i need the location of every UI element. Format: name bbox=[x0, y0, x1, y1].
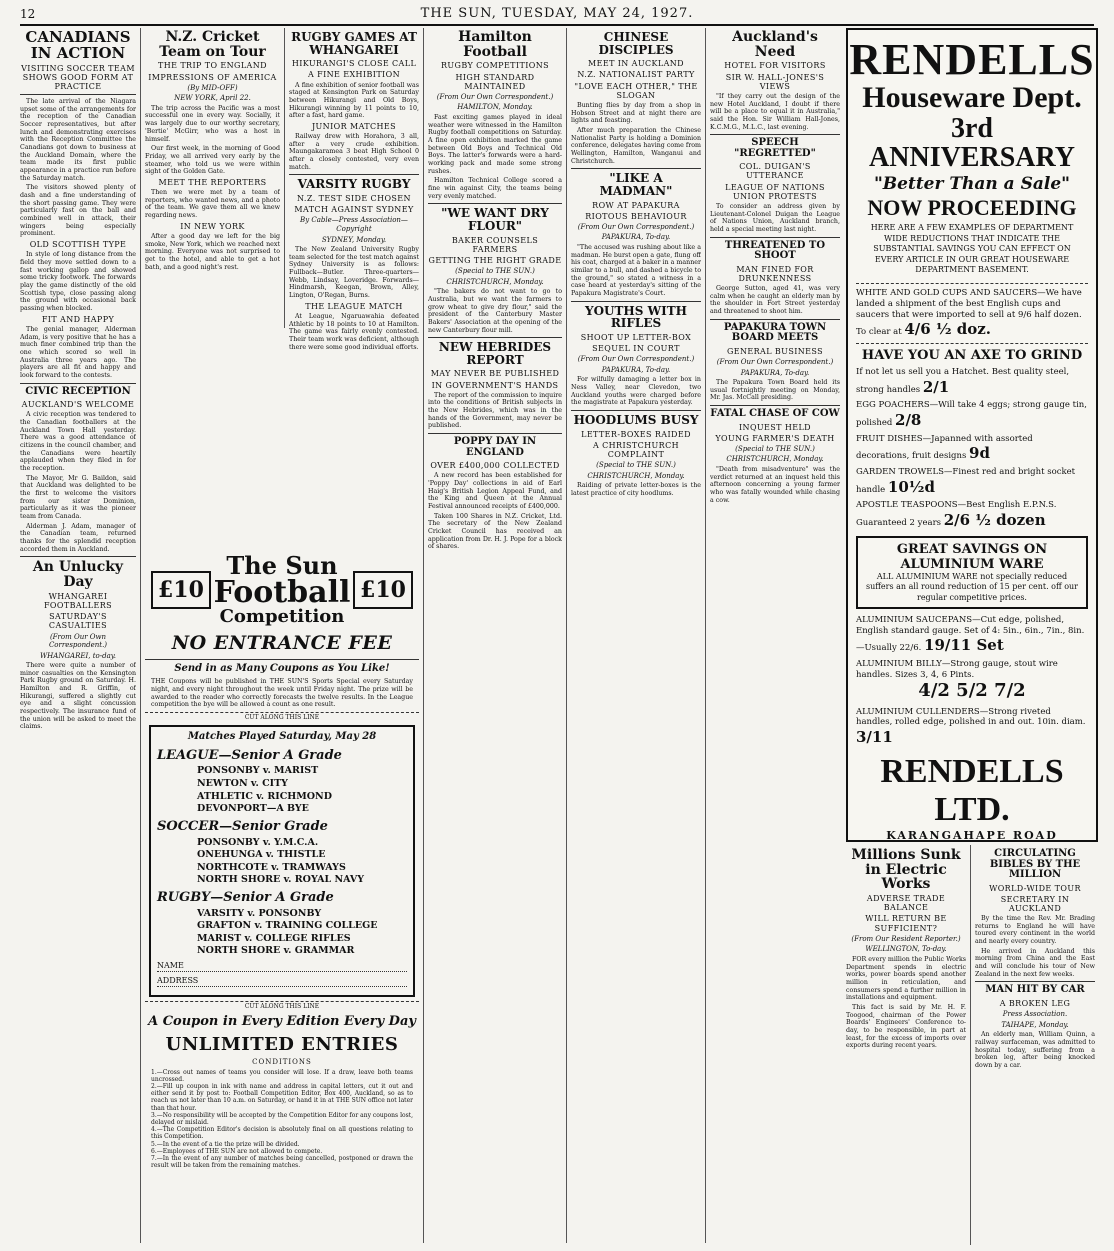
dateline: WELLINGTON, To-day. bbox=[865, 945, 947, 954]
column-rugby-whangarei bbox=[289, 28, 419, 548]
headline-hoodlums-busy: HOODLUMS BUSY bbox=[573, 412, 699, 427]
match-entry[interactable]: VARSITY v. PONSONBY bbox=[197, 907, 322, 919]
subhead: GETTING THE RIGHT GRADE bbox=[428, 255, 562, 265]
football-heading: Football bbox=[213, 575, 351, 610]
divider bbox=[571, 168, 701, 169]
headline-youths-with-rifles: YOUTHS WITH RIFLES bbox=[585, 303, 687, 331]
subhead: BAKER COUNSELS FARMERS bbox=[451, 235, 539, 254]
match-entry[interactable]: NEWTON v. CITY bbox=[197, 777, 288, 789]
ad-item-poachers bbox=[848, 400, 1096, 429]
divider bbox=[428, 337, 562, 338]
savings-line: ALL ALUMINIUM WARE not specially reduced suffers an all round reduction of 15 per cent. off our regular competitive prices. bbox=[865, 571, 1079, 602]
prize-amount-left: £10 bbox=[151, 571, 211, 610]
article-paragraph: At League, Ngaruawahia defeated Athletic by 18 points to 10 at Hamilton. The game was fairly evenly contested. Their team work was deficient, although there were some good individual efforts. bbox=[289, 312, 419, 351]
article-paragraph: Fast exciting games played in ideal weather were witnessed in the Hamilton Rugby football competitions on Saturday. A fine open exhibition marked the game between Old Boys and Technical Old Boys. The latter's forwards were a hard-working pack and made some strong rushes. bbox=[428, 114, 562, 175]
article-paragraph: Our first week, in the morning of Good Friday, we all arrived very early by the steamer, who told us we were within sight of the Golden Gate. bbox=[145, 145, 280, 176]
divider bbox=[145, 659, 419, 660]
article-paragraph: "If they carry out the design of the new Hotel Auckland, I doubt if there will be a place to equal it in Australia," said the Hon. Sir William Hall-Jones, K.C.M.G., M.L.C., last evening. bbox=[710, 92, 840, 131]
subhead: LEAGUE OF NATIONS UNION PROTESTS bbox=[725, 182, 825, 201]
item-text: EGG POACHERS—Will take 4 eggs; strong gauge tin, polished bbox=[856, 400, 1087, 428]
subhead: SIR W. HALL-JONES'S VIEWS bbox=[725, 72, 825, 91]
column-electric-works bbox=[846, 846, 966, 1243]
divider bbox=[20, 556, 136, 557]
headline-circulating-bibles: CIRCULATING BIBLES BY THE MILLION bbox=[989, 848, 1081, 880]
article-paragraph: George Sutton, aged 41, was very calm when he caught an elderly man by the shoulder in Fort Street yesterday and threatened to shoot him. bbox=[710, 285, 840, 316]
dateline: CHRISTCHURCH, Monday. bbox=[726, 455, 824, 464]
condition-item: 4.—The Competition Editor's decision is absolutely final on all questions relating to this Competition. bbox=[151, 1126, 413, 1141]
headline-varsity-rugby: VARSITY RUGBY bbox=[297, 177, 411, 192]
headline-rugby-whangarei: RUGBY GAMES AT WHANGAREI bbox=[291, 30, 417, 57]
subhead: VISITING SOCCER TEAM SHOWS GOOD FORM AT PRACTICE bbox=[21, 63, 135, 91]
credit-line: (From Our Own Correspondent.) bbox=[716, 357, 834, 366]
name-field[interactable]: NAME bbox=[157, 961, 407, 972]
ad-item-saucepans bbox=[848, 615, 1096, 655]
ad-savings-box bbox=[856, 536, 1088, 609]
article-paragraph: Bunting flies by day from a shop in Hobson Street and at night there are lights and feasting. bbox=[571, 101, 701, 125]
match-entry[interactable]: NORTH SHORE v. ROYAL NAVY bbox=[197, 874, 364, 886]
subhead: MATCH AGAINST SYDNEY bbox=[294, 205, 414, 215]
article-paragraph: The Papakura Town Board held its usual fortnightly meeting on Monday, Mr. Jas. McCall presiding. bbox=[710, 379, 840, 402]
column-rule bbox=[284, 28, 285, 328]
article-paragraph: The New Zealand University Rugby team selected for the test match against Sydney University is as follows: Fullback—Butler. Three-quarters—Webb, Lindsay, Loveridge. Forwards—Hindmarsh, Keegan, Brown, Alley, Lington, O'Regan, Burns. bbox=[289, 246, 419, 300]
subhead: N.Z. TEST SIDE CHOSEN bbox=[297, 194, 411, 204]
article-paragraph: Then we were met by a team of reporters, who wanted news, and a photo of the team. We gave them all we knew regarding news. bbox=[145, 189, 280, 220]
match-entry[interactable]: PONSONBY v. Y.M.C.A. bbox=[197, 836, 319, 848]
subhead: THE TRIP TO ENGLAND bbox=[158, 61, 267, 71]
article-paragraph: The report of the commission to inquire into the conditions of British subjects in the New Hebrides, which was in the hands of the Government, may never be published. bbox=[428, 391, 562, 430]
credit-line: By Cable—Press Association—Copyright bbox=[300, 216, 408, 233]
savings-title: GREAT SAVINGS ON ALUMINIUM WARE bbox=[896, 541, 1048, 572]
article-paragraph: By the time the Rev. Mr. Brading returns to England he will have toured every continent in the world and nearly every country. bbox=[975, 915, 1095, 946]
article-paragraph: Hamilton Technical College scored a fine win against City, the teams being very evenly matched. bbox=[428, 177, 562, 200]
subhead: SEQUEL IN COURT bbox=[592, 344, 680, 354]
article-paragraph: Taken 100 Shares in N.Z. Cricket, Ltd. The secretary of the New Zealand Cricket Council has received an application from Dr. H. J. Pope for a block of shares. bbox=[428, 512, 562, 551]
headline-threatened-to-shoot: THREATENED TO SHOOT bbox=[724, 239, 826, 262]
headline-new-hebrides: NEW HEBRIDES REPORT bbox=[438, 340, 552, 367]
rugby-label: RUGBY—Senior A Grade bbox=[157, 889, 334, 905]
subhead: AUCKLAND'S WELCOME bbox=[21, 400, 135, 410]
article-paragraph: The visitors showed plenty of dash and a fine understanding of the short passing game. They were particularly fast on the ball and combined well in attack, their wingers being especially prominent. bbox=[20, 184, 136, 238]
league-label: LEAGUE—Senior A Grade bbox=[157, 747, 342, 763]
subhead: "LOVE EACH OTHER," THE SLOGAN bbox=[574, 81, 698, 100]
conditions-list bbox=[145, 1069, 419, 1170]
article-paragraph: A new record has been established for 'Poppy Day' collections in aid of Earl Haig's British Legion Appeal Fund, and the King and Queen at the Annual Festival announced receipts of £400,000. bbox=[428, 472, 562, 511]
prize-amount-right: £10 bbox=[353, 571, 413, 610]
column-cricket bbox=[145, 28, 280, 548]
match-entry[interactable]: ATHLETIC v. RICHMOND bbox=[197, 790, 332, 802]
subhead: INQUEST HELD bbox=[738, 422, 811, 432]
subhead: MAY NEVER BE PUBLISHED bbox=[430, 369, 560, 379]
condition-item: 2.—Fill up coupon in ink with name and address in capital letters, cut it out and either send it by post to: Football Competition Editor, Box 400, Auckland, so as to reach us not later than 10 a.m. on Saturday, or hand it in at THE SUN office not later than that hour. bbox=[151, 1083, 413, 1112]
headline-like-a-madman: "LIKE A MADMAN" bbox=[599, 171, 673, 198]
article-paragraph: "The bakers do not want to go to Australia, but we want the farmers to grow wheat to give dry flour," said the president of the Canterbury Master Bakers' Association at the opening of the new Canterbury flour mill. bbox=[428, 288, 562, 334]
article-paragraph: FOR every million the Public Works Department spends in electric works, power boards spend another million in reticulation, and consumers spend a further million in installations and equipment. bbox=[846, 955, 966, 1002]
send-in-banner: Send in as Many Coupons as You Like! bbox=[174, 663, 390, 675]
subhead: IMPRESSIONS OF AMERICA bbox=[148, 72, 277, 82]
subhead: COL. DUIGAN'S UTTERANCE bbox=[739, 162, 811, 181]
ad-item-cups bbox=[848, 288, 1096, 339]
match-entry[interactable]: GRAFTON v. TRAINING COLLEGE bbox=[197, 920, 378, 932]
page-number: 12 bbox=[20, 7, 36, 21]
match-entry[interactable]: PONSONBY v. MARIST bbox=[197, 765, 319, 777]
column-hamilton bbox=[428, 28, 562, 1243]
credit-line: (Special to THE SUN.) bbox=[596, 461, 676, 470]
ad-item-trowels bbox=[848, 467, 1096, 496]
article-paragraph: "The accused was rushing about like a madman. He burst open a gate, flung off his coat, charged at a baker in a manner similar to a bull, and dashed a bicycle to the ground," so stated a witness in a case heard at yesterday's sitting of the Papakura Magistrate's Court. bbox=[571, 243, 701, 297]
condition-item: 1.—Cross out names of teams you consider will lose. If a draw, leave both teams uncrossed. bbox=[151, 1068, 413, 1083]
article-paragraph: The Mayor, Mr G. Baildon, said that Auckland was delighted to be the first to welcome the visitors from our sister Dominion, particularly as it was the pioneer team from Canada. bbox=[20, 474, 136, 521]
column-rule bbox=[423, 28, 424, 1243]
divider bbox=[289, 174, 419, 175]
subhead: THE LEAGUE MATCH bbox=[305, 301, 403, 311]
match-entry[interactable]: MARIST v. COLLEGE RIFLES bbox=[197, 932, 351, 944]
subhead: A BROKEN LEG bbox=[999, 998, 1071, 1008]
ad-item-billy bbox=[848, 659, 1096, 703]
credit-line: (By MID-OFF) bbox=[187, 83, 238, 92]
ad-item-fruit-dishes bbox=[848, 434, 1096, 463]
divider bbox=[428, 433, 562, 434]
dateline: WHANGAREI, to-day. bbox=[39, 651, 117, 660]
match-entry[interactable]: NORTH SHORE v. GRAMMAR bbox=[197, 945, 355, 957]
article-paragraph: He arrived in Auckland this morning from China and the East and will conclude his tour of New Zealand in the next few weeks. bbox=[975, 947, 1095, 978]
rendells-advertisement bbox=[846, 28, 1098, 842]
conditions-heading: CONDITIONS bbox=[252, 1058, 312, 1067]
item-price: 3/11 bbox=[856, 728, 893, 746]
item-price: 4/2 5/2 7/2 bbox=[918, 680, 1026, 702]
match-entry[interactable]: ONEHUNGA v. THISTLE bbox=[197, 849, 326, 861]
column-rule bbox=[140, 28, 141, 1243]
ad-item-cullenders bbox=[848, 707, 1096, 747]
masthead bbox=[20, 4, 1094, 26]
condition-item: 7.—In the event of any number of matches being cancelled, postponed or drawn the result will be taken from the remaining matches. bbox=[151, 1154, 413, 1170]
headline-fatal-chase-of-cow: FATAL CHASE OF COW bbox=[710, 408, 840, 420]
dateline: PAPAKURA, To-day. bbox=[601, 233, 671, 242]
item-text: APOSTLE TEASPOONS—Best English E.P.N.S. Guaranteed 2 years bbox=[856, 500, 1057, 529]
ad-slogan: "Better Than a Sale" bbox=[873, 174, 1071, 195]
subhead: ROW AT PAPAKURA bbox=[592, 200, 680, 210]
column-chinese-disciples bbox=[571, 28, 701, 1243]
article-paragraph: To consider an address given by Lieutenant-Colonel Duigan the League of Nations Union, Auckland branch, held a special meeting last night. bbox=[710, 203, 840, 234]
subhead: N.Z. NATIONALIST PARTY bbox=[577, 70, 695, 80]
subhead: YOUNG FARMER'S DEATH bbox=[715, 433, 835, 443]
article-paragraph: In style of long distance from the field they move settled down to a fast working gallop and showed some tricky footwork. The forwards play the game distinctly of the old Scottish type, close passing along the ground with occasional back passing when blocked. bbox=[20, 251, 136, 313]
condition-item: 5.—In the event of a tie the prize will be divided. bbox=[151, 1140, 300, 1148]
matches-heading: Matches Played Saturday, May 28 bbox=[187, 731, 377, 743]
subhead: OLD SCOTTISH TYPE bbox=[29, 240, 127, 250]
divider bbox=[710, 134, 840, 135]
subhead: HIGH STANDARD MAINTAINED bbox=[455, 72, 535, 91]
subhead: LETTER-BOXES RAIDED bbox=[581, 429, 691, 439]
headline-unlucky-day: An Unlucky Day bbox=[32, 559, 124, 591]
dateline: SYDNEY, Monday. bbox=[321, 235, 387, 244]
article-paragraph: A civic reception was tendered to the Canadian footballers at the Auckland Town Hall yesterday. There was a good attendance of citizens in the council chamber, and the Canadians were heartily applauded when they filed in for the reception. bbox=[20, 411, 136, 472]
ad-item-teaspoons bbox=[848, 500, 1096, 529]
headline-canadians: CANADIANS IN ACTION bbox=[25, 28, 131, 62]
subhead: HIKURANGI'S CLOSE CALL bbox=[291, 59, 417, 69]
no-entrance-fee: NO ENTRANCE FEE bbox=[171, 632, 393, 654]
credit-line: (From Our Resident Reporter.) bbox=[851, 934, 961, 943]
ad-item-hatchet bbox=[848, 367, 1096, 396]
ad-department: Houseware Dept. bbox=[862, 81, 1082, 114]
subhead: A FINE EXHIBITION bbox=[308, 70, 400, 80]
credit-line: (From Our Own Correspondent.) bbox=[436, 92, 554, 101]
credit-line: (Special to THE SUN.) bbox=[455, 267, 535, 276]
ad-now-proceeding: NOW PROCEEDING bbox=[867, 195, 1077, 221]
football-competition-coupon bbox=[145, 548, 419, 1243]
article-paragraph: For wilfully damaging a letter box in Ness Valley, near Clevedon, two Auckland youths were charged before the magistrate at Papakura yesterday. bbox=[571, 376, 701, 407]
column-circulating-bibles bbox=[975, 846, 1095, 1243]
sun-logo: The Sun bbox=[226, 551, 338, 580]
subhead: GENERAL BUSINESS bbox=[726, 346, 824, 356]
divider bbox=[710, 319, 840, 320]
coupon-note: THE Coupons will be published in THE SUN'S Sports Special every Saturday night, and every night throughout the week until Friday night. The prize will be awarded to the reader who correctly forecasts the twelve results. In the League competition the bye will be allowed a count as one result. bbox=[151, 678, 413, 709]
condition-item: 6.—Employees of THE SUN are not allowed to compete. bbox=[151, 1147, 323, 1155]
item-text: WHITE AND GOLD CUPS AND SAUCERS—We have landed a shipment of the best English cups and saucers that were imported to sell at 9/6 half dozen. To clear at bbox=[856, 288, 1082, 338]
subhead: OVER £400,000 COLLECTED bbox=[430, 461, 560, 471]
credit-line: Press Association. bbox=[1002, 1010, 1068, 1019]
headline-aucklands-need: Auckland's Need bbox=[732, 29, 818, 60]
newspaper-title: THE SUN, TUESDAY, MAY 24, 1927. bbox=[420, 6, 694, 21]
subhead: RUGBY COMPETITIONS bbox=[440, 61, 550, 71]
divider bbox=[20, 94, 136, 95]
subhead: SHOOT UP LETTER-BOX bbox=[580, 332, 692, 342]
item-text: If not let us sell you a Hatchet. Best quality steel, strong handles bbox=[856, 366, 1070, 395]
ad-intro: HERE ARE A FEW EXAMPLES OF DEPARTMENT WIDE REDUCTIONS THAT INDICATE THE SUBSTANTIAL SAVINGS YOU CAN EFFECT ON EVERY ARTICLE IN OUR GREAT HOUSEWARE DEPARTMENT BASEMENT. bbox=[870, 223, 1074, 274]
unlimited-entries: UNLIMITED ENTRIES bbox=[165, 1034, 399, 1056]
subhead: ADVERSE TRADE BALANCE bbox=[866, 894, 946, 913]
subhead: SECRETARY IN AUCKLAND bbox=[1000, 894, 1070, 913]
subhead: IN GOVERNMENT'S HANDS bbox=[431, 380, 559, 390]
dateline: HAMILTON, Monday. bbox=[457, 103, 533, 112]
dateline: CHRISTCHURCH, Monday. bbox=[587, 471, 685, 480]
subhead: WHANGAREI FOOTBALLERS bbox=[43, 591, 113, 610]
article-paragraph: An elderly man, William Quinn, a railway surfaceman, was admitted to hospital today, suffering from a broken leg, after being knocked down by a car. bbox=[975, 1031, 1095, 1069]
ad-anniversary: 3rd ANNIVERSARY bbox=[869, 112, 1075, 173]
item-price: 4/6 ½ doz. bbox=[904, 320, 992, 339]
item-price: 2/6 ½ dozen bbox=[943, 511, 1046, 530]
subhead: A CHRISTCHURCH COMPLAINT bbox=[593, 440, 679, 459]
subhead: FIT AND HAPPY bbox=[41, 314, 115, 324]
divider bbox=[571, 410, 701, 411]
cut-line: CUT ALONG THIS LINE bbox=[145, 712, 419, 721]
subhead: JUNIOR MATCHES bbox=[311, 121, 397, 131]
item-price: 19/11 Set bbox=[924, 636, 1004, 655]
headline-poppy-day: POPPY DAY IN ENGLAND bbox=[453, 436, 537, 458]
ad-footer-brand: RENDELLS LTD. bbox=[880, 752, 1064, 828]
credit-line: (From Our Own Correspondent.) bbox=[48, 632, 108, 650]
article-paragraph: The genial manager, Alderman Adam, is very positive that he has a much finer combined trip than the one which scored so well in Australia three years ago. The players are all fit and happy and look forward to the contests. bbox=[20, 325, 136, 379]
article-paragraph: Alderman J. Adam, manager of the Canadian team, returned thanks for the splendid reception accorded them in Auckland. bbox=[20, 522, 136, 553]
dateline: CHRISTCHURCH, Monday. bbox=[446, 277, 544, 286]
headline-papakura-town-board: PAPAKURA TOWN BOARD MEETS bbox=[723, 321, 827, 344]
divider bbox=[571, 301, 701, 302]
item-price: 2/8 bbox=[895, 410, 922, 429]
subhead: MAN FINED FOR DRUNKENNESS bbox=[736, 264, 814, 283]
match-entry[interactable]: NORTHCOTE v. TRAMWAYS bbox=[197, 861, 346, 873]
article-paragraph: The trip across the Pacific was a most successful one in every way. Socially, it was largely due to our worthy secretary, 'Bertie' McGirr, who was a host in himself. bbox=[145, 104, 280, 143]
subhead: MEET THE REPORTERS bbox=[158, 177, 267, 187]
item-text: FRUIT DISHES—Japanned with assorted decorations, fruit designs bbox=[856, 433, 1033, 462]
item-price: 9d bbox=[969, 444, 990, 463]
dateline: PAPAKURA, To-day. bbox=[740, 368, 810, 377]
item-text: GARDEN TROWELS—Finest red and bright socket handle bbox=[856, 467, 1076, 495]
ad-footer-address: KARANGAHAPE ROAD bbox=[886, 828, 1058, 842]
item-price: 2/1 bbox=[922, 377, 950, 396]
column-canadians bbox=[20, 28, 136, 1243]
headline-electric-works: Millions Sunk in Electric Works bbox=[851, 847, 961, 893]
match-entry[interactable]: DEVONPORT—A BYE bbox=[197, 803, 309, 815]
headline-man-hit-by-car: MAN HIT BY CAR bbox=[985, 984, 1085, 996]
column-aucklands-need bbox=[710, 28, 840, 1243]
subhead: IN NEW YORK bbox=[180, 221, 245, 231]
subhead: HOTEL FOR VISITORS bbox=[724, 61, 826, 71]
column-rule bbox=[705, 28, 706, 1243]
credit-line: (Special to THE SUN.) bbox=[735, 444, 815, 453]
headline-civic-reception: CIVIC RECEPTION bbox=[25, 385, 131, 397]
dateline: PAPAKURA, To-day. bbox=[601, 365, 671, 374]
coupon-every-edition: A Coupon in Every Edition Every Day bbox=[148, 1014, 416, 1030]
credit-line: (From Our Own Correspondent.) bbox=[577, 222, 695, 231]
article-paragraph: Railway drew with Horahora, 3 all, after a very crude exhibition. Maungakaramea 3 beat High School 0 after a closely contested, very even match. bbox=[289, 133, 419, 171]
article-paragraph: There were quite a number of minor casualties on the Kensington Park Rugby ground on Saturday. H. Hamilton and R. Griffin, of Hikurangi, suffered a slightly cut eye and a slight concussion respectively. The insurance fund of the union will be asked to meet the claims. bbox=[20, 662, 136, 731]
headline-chinese-disciples: CHINESE DISCIPLES bbox=[598, 30, 674, 57]
item-price: 10½d bbox=[887, 477, 935, 496]
article-paragraph: This fact is said by Mr. H. F. Toogood, chairman of the Power Boards' Engineers' Conference to-day, to be responsible, in part at least, for the excess of imports over exports during recent years. bbox=[846, 1003, 966, 1050]
divider bbox=[975, 981, 1095, 982]
item-text: ALUMINIUM BILLY—Strong gauge, stout wire handles. Sizes 3, 4, 6 Pints. bbox=[856, 659, 1058, 680]
subhead: MEET IN AUCKLAND bbox=[588, 59, 684, 69]
article-paragraph: Raiding of private letter-boxes is the latest practice of city hoodlums. bbox=[571, 482, 701, 497]
competition-heading: Competition bbox=[219, 606, 345, 627]
article-paragraph: A fine exhibition of senior football was staged at Kensington Park on Saturday between Hikurangi and Old Boys, Hikurangi winning by 11 points to 10, after a fast, hard game. bbox=[289, 81, 419, 120]
item-text: ALUMINIUM CULLENDERS—Strong riveted handles, rolled edge, polished in and out. 10in. diam. bbox=[856, 706, 1086, 728]
dateline: NEW YORK, April 22. bbox=[174, 94, 251, 103]
article-paragraph: The late arrival of the Niagara upset some of the arrangements for the reception of the Canadian Soccer representatives, but after lunch and demonstrating exercises with the Reception Committee the Canadians got down to business at the Auckland Domain, where the team made its first public appearance in a practice run before the Saturday match. bbox=[20, 98, 136, 182]
soccer-label: SOCCER—Senior Grade bbox=[157, 818, 328, 834]
subhead: RIOTOUS BEHAVIOUR bbox=[585, 211, 687, 221]
coupon-form[interactable] bbox=[149, 725, 415, 997]
subhead: WORLD-WIDE TOUR bbox=[989, 883, 1081, 893]
headline-speech-regretted: SPEECH "REGRETTED" bbox=[734, 137, 816, 159]
ad-axe-heading: HAVE YOU AN AXE TO GRIND bbox=[861, 347, 1083, 363]
credit-line: (From Our Own Correspondent.) bbox=[577, 355, 695, 364]
column-rule bbox=[970, 845, 971, 1245]
headline-hamilton-football: Hamilton Football bbox=[458, 29, 532, 60]
condition-item: 3.—No responsibility will be accepted by the Competition Editor for any coupons lost, delayed or mislaid. bbox=[151, 1111, 413, 1127]
headline-cricket: N.Z. Cricket Team on Tour bbox=[159, 29, 266, 60]
cut-line: CUT ALONG THIS LINE bbox=[145, 1001, 419, 1010]
subhead: SATURDAY'S CASUALTIES bbox=[48, 612, 108, 631]
divider bbox=[428, 203, 562, 204]
article-paragraph: After much preparation the Chinese Nationalist Party is holding a Dominion conference, delegates having come from Wellington, Hamilton, Wanganui and Christchurch. bbox=[571, 126, 701, 165]
article-paragraph: "Death from misadventure" was the verdict returned at an inquest held this afternoon concerning a young farmer who was fatally wounded while chasing a cow. bbox=[710, 466, 840, 504]
article-paragraph: After a good day we left for the big smoke, New York, which we reached next morning. Everyone was not surprised to get to the hotel, and able to get a hot bath, and a good night's rest. bbox=[145, 232, 280, 271]
subhead: WILL RETURN BE SUFFICIENT? bbox=[865, 914, 947, 933]
divider bbox=[710, 237, 840, 238]
headline-dry-flour: "WE WANT DRY FLOUR" bbox=[441, 206, 549, 233]
ad-brand: RENDELLS bbox=[849, 35, 1095, 84]
dateline: TAIHAPE, Monday. bbox=[1001, 1020, 1069, 1029]
item-text: ALUMINIUM SAUCEPANS—Cut edge, polished, English standard gauge. Set of 4: 5in., 6in., 7in., 8in.—Usually 22/6. bbox=[856, 615, 1085, 654]
divider bbox=[20, 383, 136, 384]
column-rule bbox=[566, 28, 567, 1243]
address-field[interactable]: ADDRESS bbox=[157, 976, 407, 987]
divider bbox=[710, 405, 840, 406]
